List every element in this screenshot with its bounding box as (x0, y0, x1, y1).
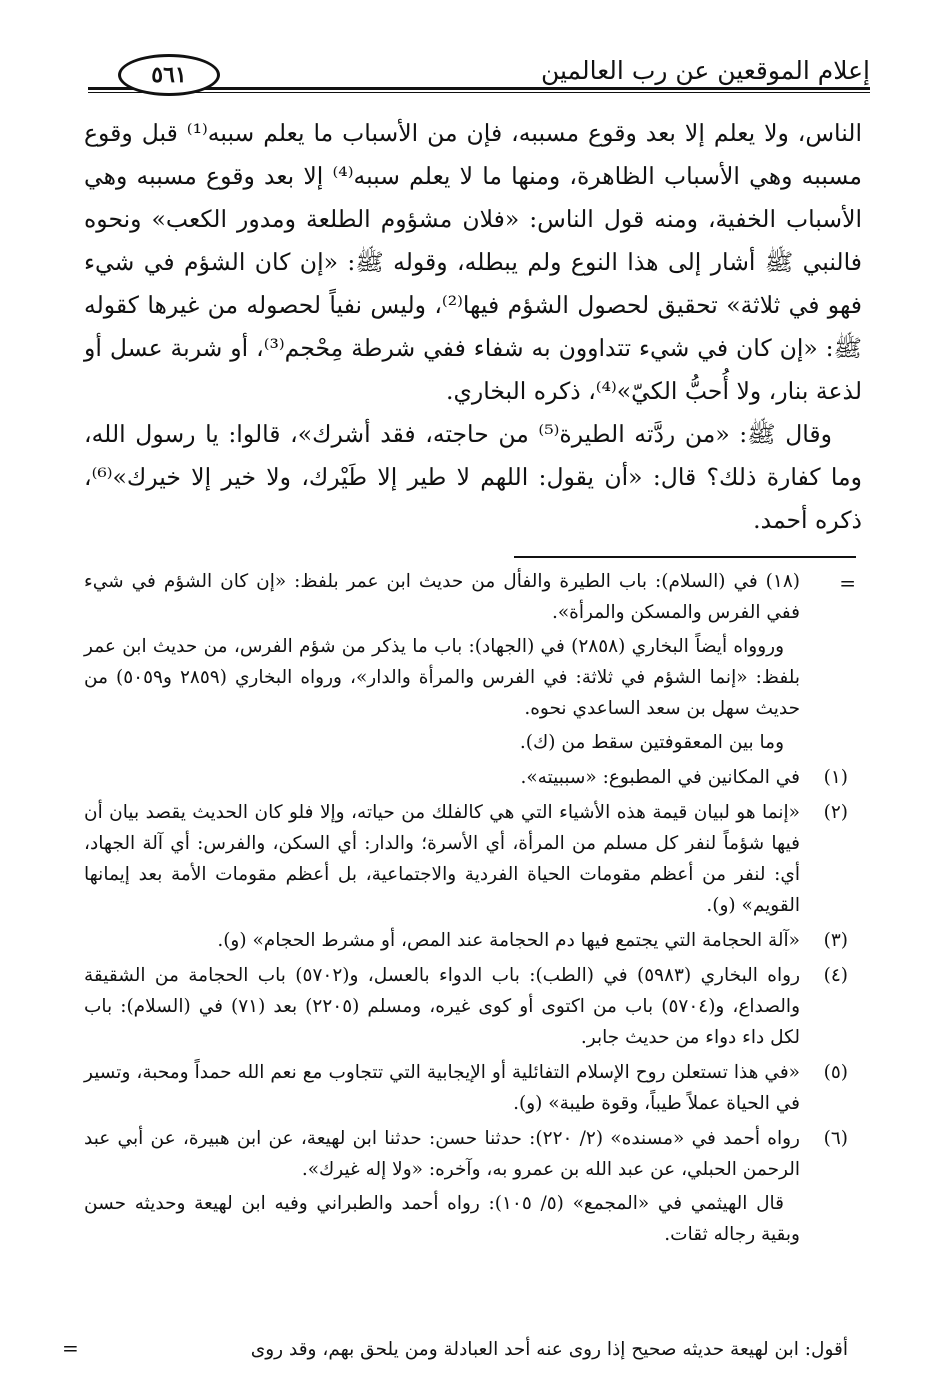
footnote-continued (84, 566, 848, 758)
footnote-separator (514, 556, 856, 558)
footnote-number: (٢) (823, 802, 848, 823)
footnote-5 (84, 1057, 848, 1119)
main-paragraph: وقال ﷺ: «من ردَّته الطيرة⁽⁵⁾ من حاجته، فقد أشرك»، قالوا: يا رسول الله، وما كفارة ذلك؟ قال: «أن يقول: اللهم لا طير إلا طَيْرك، ولا خير إلا خيرك»⁽⁶⁾، ذكره أحمد. (84, 420, 862, 534)
footnote-text: قال الهيثمي في «المجمع» (٥/ ١٠٥): رواه أحمد والطبراني وفيه ابن لهيعة وحديثه حسن وبقية رجاله ثقات. (84, 1193, 800, 1245)
continuation-mark-end: = (62, 1336, 79, 1360)
footnote-text: «إنما هو لبيان قيمة هذه الأشياء التي هي كالفلك من حياته، وإلا فلو كان الحديث يقصد بيان أن فيها شؤماً لنفر كل مسلم من المرأة، أي الأسرة؛ والدار: أي السكن، والفرس: أي آلة الجهاد، أي: لنفر من أعظم مقومات الحياة الفردية والاجتماعية، بل أعظم مقومات الأمة بعد إيمانها القويم» (و). (84, 802, 800, 916)
footnote-number: (٥) (823, 1062, 848, 1083)
continuation-mark: = (839, 571, 856, 595)
footnote-text: رواه البخاري (٥٩٨٣) في (الطب): باب الدواء بالعسل، و(٥٧٠٢) باب الحجامة من الشقيقة والصداع، و(٥٧٠٤) باب من اكتوى أو كوى غيره، ومسلم (٢٢٠٥) بعد (٧١) في (السلام): باب لكل داء دواء من حديث جابر. (84, 965, 801, 1048)
main-paragraph: الناس، ولا يعلم إلا بعد وقوع مسببه، فإن من الأسباب ما يعلم سببه⁽¹⁾ قبل وقوع مسببه وهي الأسباب الظاهرة، ومنها ما لا يعلم سببه⁽⁴⁾ إلا بعد وقوع مسببه وهي الأسباب الخفية، ومنه قول الناس: «فلان مشؤوم الطلعة ومدور الكعب» ونحوه فالنبي ﷺ أشار إلى هذا النوع ولم يبطله، وقوله ﷺ: «إن كان الشؤم في شيء فهو في ثلاثة» تحقيق لحصول الشؤم فيها⁽²⁾، وليس نفياً لحصوله من غيرها كقوله ﷺ: «إن كان في شيء تتداوون به شفاء ففي شرطة مِحْجم⁽³⁾، أو شربة عسل أو لذعة بنار، ولا أُحبُّ الكيّ»⁽⁴⁾، ذكره البخاري. (84, 119, 863, 405)
footnote-number: (٤) (823, 965, 848, 986)
footnote-3 (84, 925, 848, 956)
footnote-final-line: أقول: ابن لهيعة حديثه صحيح إذا روى عنه أحد العبادلة ومن يلحق بهم، وقد روى (250, 1339, 848, 1360)
footnotes (84, 566, 848, 1254)
footnote-4 (84, 960, 848, 1053)
footnote-text: «آلة الحجامة التي يجتمع فيها دم الحجامة عند المص، أو مشرط الحجام» (و). (217, 930, 800, 951)
footnote-number: (٣) (823, 930, 848, 951)
footnote-number: (٦) (823, 1128, 848, 1149)
footnote-text: رواه أحمد في «مسنده» (٢/ ٢٢٠): حدثنا حسن: حدثنا ابن لهيعة، عن ابن هبيرة، عن أبي عبد الرحمن الحبلي، عن عبد الله بن عمرو به، وآخره: «ولا إله غيرك». (84, 1128, 800, 1180)
footnote-text: (١٨) في (السلام): باب الطيرة والفأل من حديث ابن عمر بلفظ: «إن كان الشؤم في شيء ففي الفرس والمسكن والمرأة». (84, 571, 800, 623)
page-number: ٥٦١ (118, 54, 220, 96)
footnote-2 (84, 797, 848, 921)
footnote-6 (84, 1123, 848, 1250)
page-header (88, 52, 870, 98)
footnote-1 (84, 762, 848, 793)
header-rule-thin (88, 92, 870, 93)
footnote-text: وما بين المعقوفتين سقط من (ك). (519, 732, 784, 753)
main-text (84, 112, 862, 542)
book-title: إعلام الموقعين عن رب العالمين (540, 56, 870, 85)
footnote-text: في المكانين في المطبوع: «سببيته». (520, 767, 800, 788)
footnote-text: «في هذا تستعلن روح الإسلام التفائلية أو الإيجابية التي تتجاوب مع نعم الله حمداً ومحبة، وتسير في الحياة عملاً طيباً، وقوة طيبة» (و). (84, 1062, 800, 1114)
footnote-text: وروواه أيضاً البخاري (٢٨٥٨) في (الجهاد): باب ما يذكر من شؤم الفرس، من حديث ابن عمر بلفظ: «إنما الشؤم في ثلاثة: في الفرس والمرأة والدار»، ورواه البخاري (٢٨٥٩ و٥٠٥٩) من حديث سهل بن سعد الساعدي نحوه. (84, 636, 800, 719)
footnote-number: (١) (823, 767, 848, 788)
